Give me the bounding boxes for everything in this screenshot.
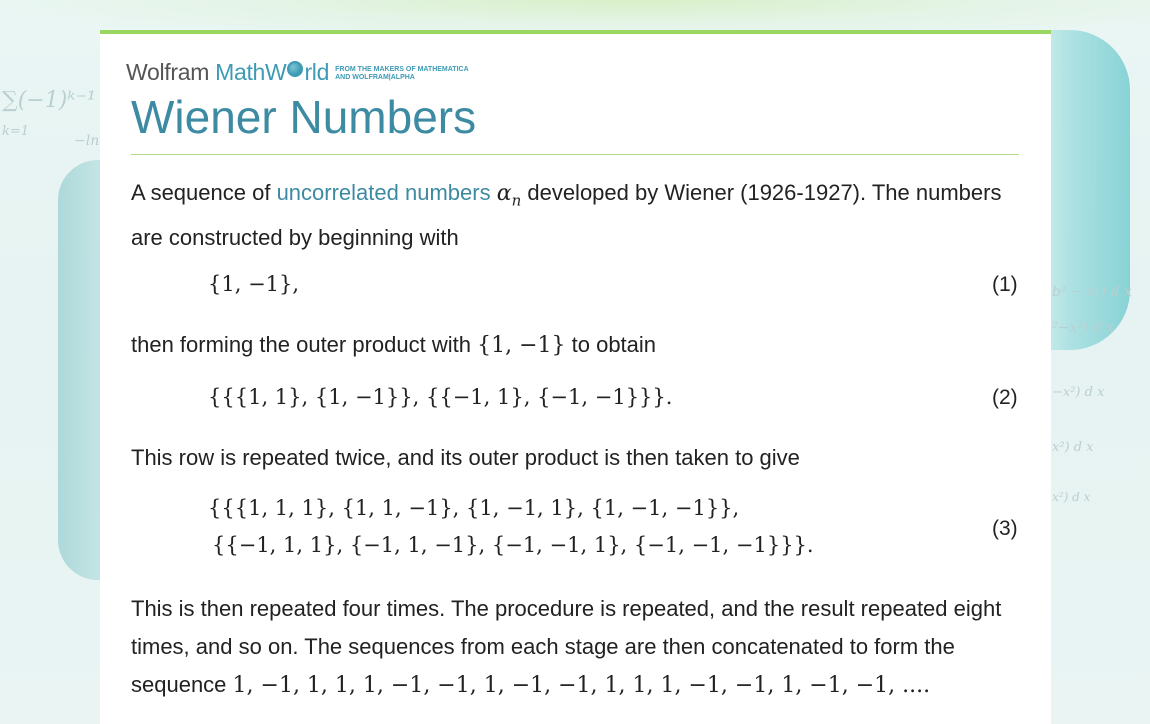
outer-product-paragraph: then forming the outer product with {1, −1} to obtain [131, 332, 657, 358]
alpha-n-symbol: $\alpha_n$ [496, 181, 522, 210]
equation-2-number: (2) [992, 386, 1018, 409]
tagline-line-2: AND WOLFRAM|ALPHA [335, 74, 415, 81]
background-integral-5: x²) d x [1052, 490, 1091, 504]
uncorrelated-numbers-link[interactable]: uncorrelated numbers [276, 180, 491, 205]
equation-1-number: (1) [992, 273, 1018, 296]
title-divider [131, 154, 1019, 155]
tagline-line-1: FROM THE MAKERS OF MATHEMATICA [335, 66, 469, 73]
background-integral-3: −x²) d x [1052, 385, 1105, 400]
mathworld-logo-link[interactable] [126, 59, 469, 86]
equation-3-line-1: {{{1, 1, 1}, {1, 1, −1}, {1, −1, 1}, {1, −1, −1}}, [208, 496, 740, 520]
background-sum-lower: k=1 [2, 124, 30, 139]
equation-1: {1, −1}, [208, 272, 300, 296]
repeat-paragraph: This row is repeated twice, and its outer product is then taken to give [131, 445, 800, 470]
background-integral-4: x²) d x [1052, 440, 1094, 455]
globe-icon [287, 61, 303, 77]
background-integral-2: ²−x²) d x [1052, 320, 1115, 336]
mathworld-wordmark: MathW rld [215, 59, 330, 85]
brand-tagline [335, 66, 469, 82]
background-ln-formula: −ln [74, 133, 100, 149]
equation-3-number: (3) [992, 517, 1018, 540]
inline-math-pair: {1, −1} [477, 333, 566, 358]
equation-2: {{{1, 1}, {1, −1}}, {{−1, 1}, {−1, −1}}}. [208, 385, 673, 409]
background-sum-formula: ∑(−1)ᵏ⁻¹ [2, 88, 96, 113]
intro-paragraph: A sequence of uncorrelated numbers $\alpha_n$ developed by Wiener (1926-1927). The numbers are constructed by beginning with [131, 180, 1002, 251]
page-title: Wiener Numbers [131, 91, 477, 143]
wiener-sequence: 1, −1, 1, 1, 1, −1, −1, 1, −1, −1, 1, 1, 1, −1, −1, 1, −1, −1, .... [232, 673, 931, 698]
background-integral-1: b² − x²) d x [1052, 284, 1132, 300]
content-card [100, 30, 1051, 724]
sequence-paragraph: This is then repeated four times. The procedure is repeated, and the result repeated eight times, and so on. The sequences from each stage are then concatenated to form the sequence 1, −1, 1, 1, 1, −1, −1, 1, −1, −1, 1, 1, 1, −1, −1, 1, −1, −1, .... [131, 596, 1002, 698]
equation-3-line-2: {{−1, 1, 1}, {−1, 1, −1}, {−1, −1, 1}, {−1, −1, −1}}}. [212, 533, 814, 557]
wolfram-wordmark: Wolfram [126, 59, 210, 85]
